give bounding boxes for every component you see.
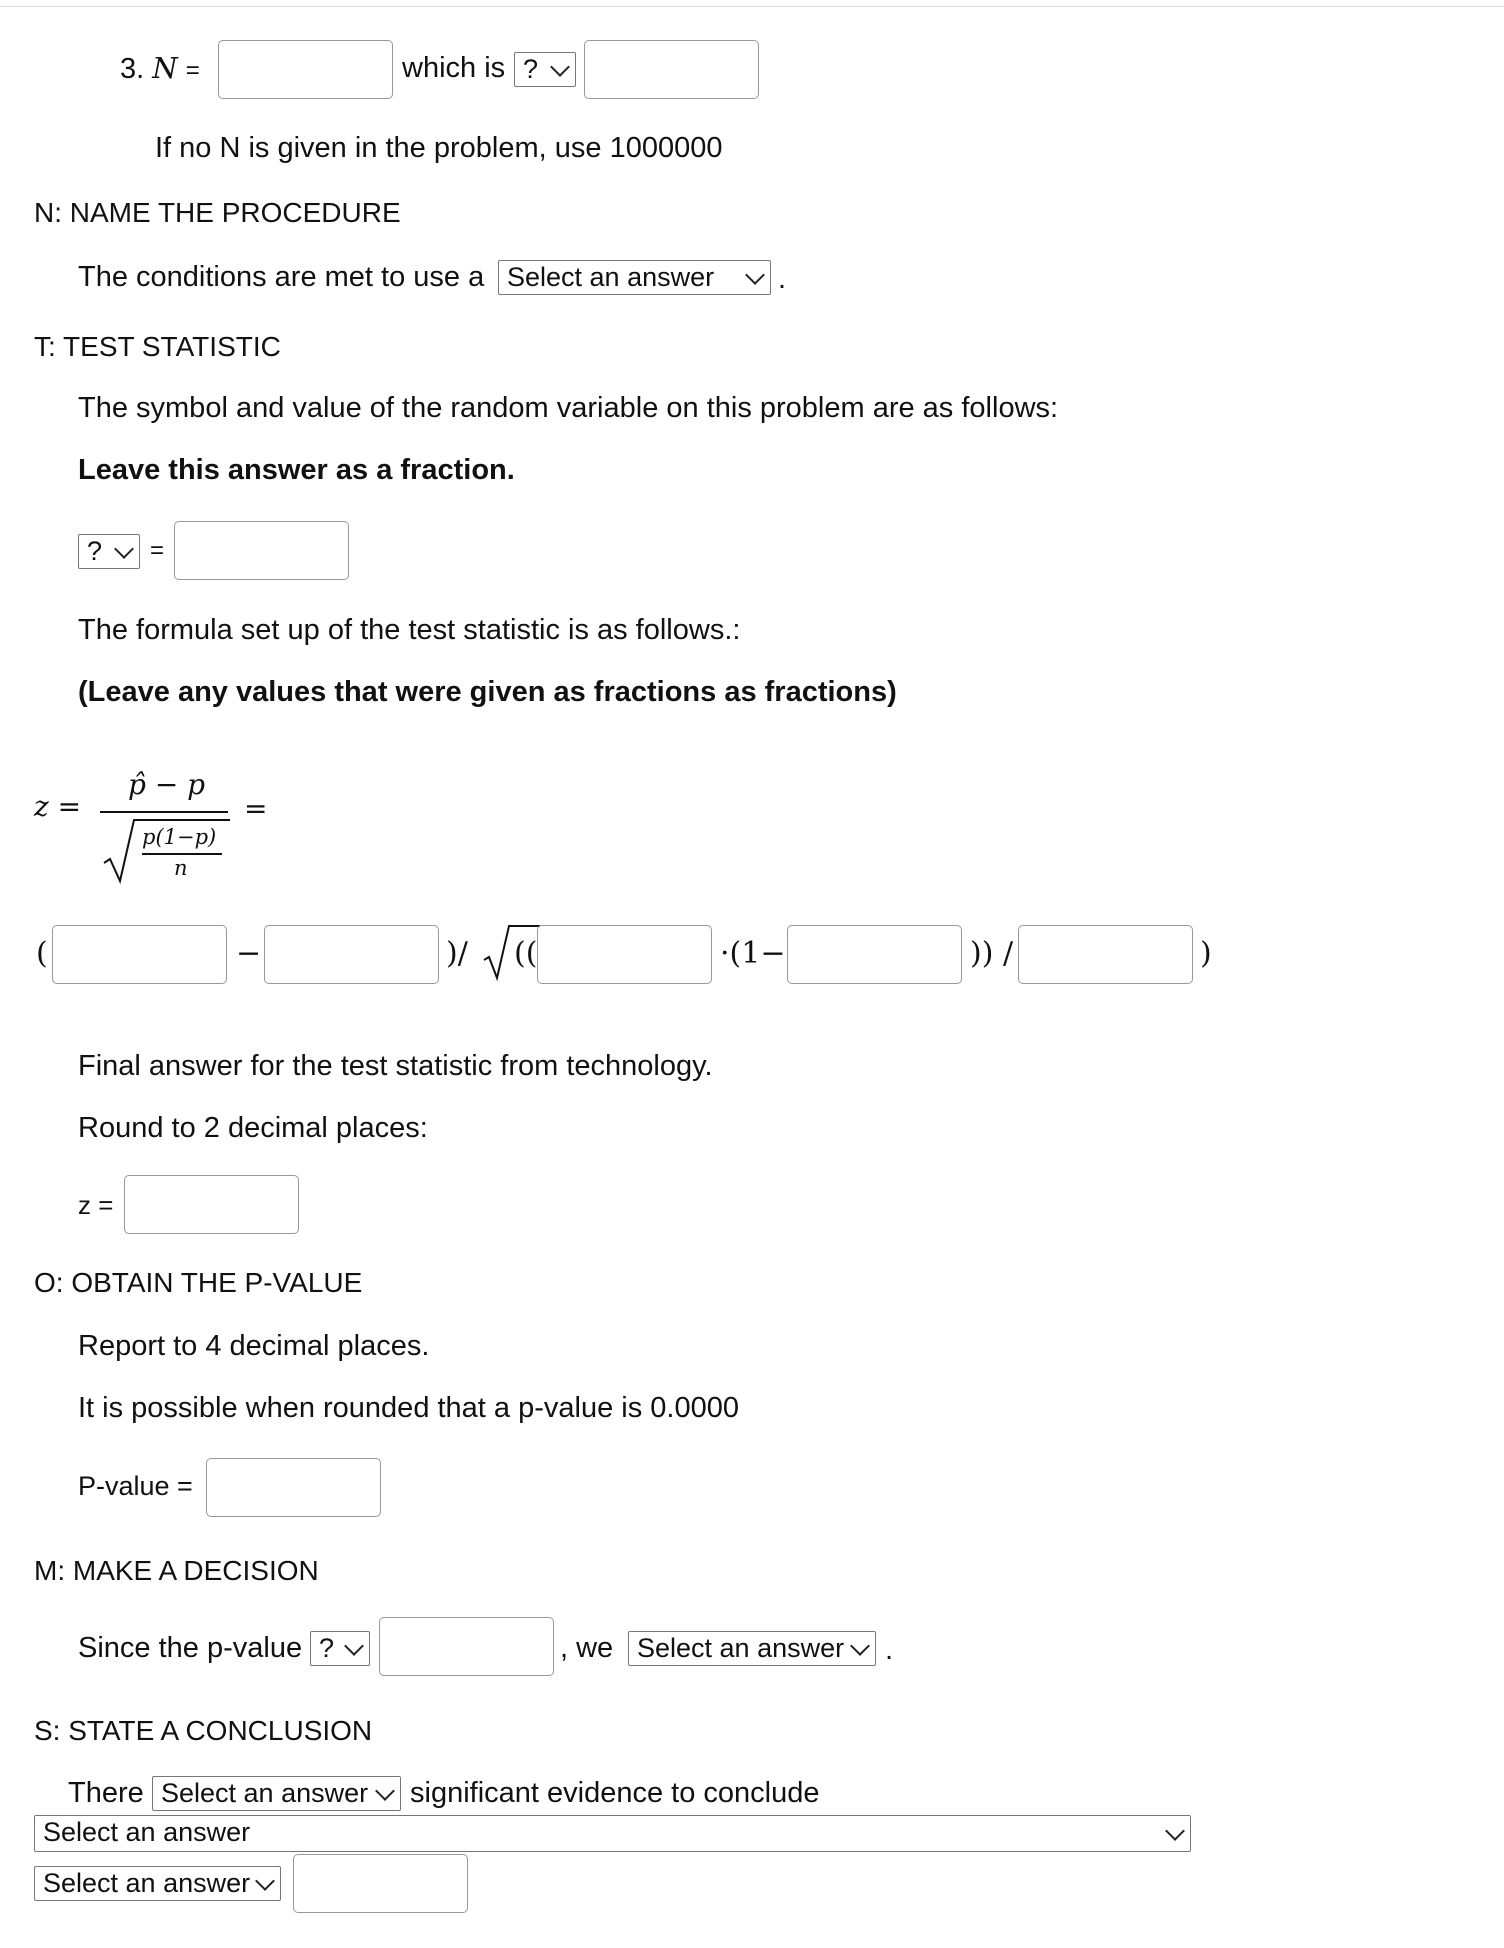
z-label: z = [78, 1190, 114, 1220]
possible-text: It is possible when rounded that a p-value is 0.0000 [78, 1392, 739, 1424]
inner-fraction-bar [142, 853, 222, 855]
significant-text: significant evidence to conclude [410, 1777, 820, 1809]
chevron-down-icon [1165, 1821, 1185, 1841]
final-text: Final answer for the test statistic from technology. [78, 1050, 713, 1082]
setup-phat-input[interactable] [52, 925, 227, 984]
symbol-text: The symbol and value of the random variable on this problem are as follows: [78, 392, 1059, 424]
p-value-label: P-value = [78, 1471, 193, 1501]
round-text: Round to 2 decimal places: [78, 1112, 428, 1144]
which-is-text: which is [402, 52, 506, 84]
there-text: There [68, 1777, 144, 1809]
decision-compare-select[interactable]: ? [310, 1631, 370, 1666]
test-statistic-heading: T: TEST STATISTIC [34, 331, 281, 362]
since-text: Since the p-value [78, 1632, 303, 1664]
conclusion-heading: S: STATE A CONCLUSION [34, 1715, 373, 1746]
setup-open-paren: ( [36, 936, 48, 971]
top-divider [0, 6, 1504, 7]
setup-times-one-minus: ·(1− [720, 936, 786, 971]
evidence-select[interactable]: Select an answer [152, 1776, 401, 1811]
p-value-heading: O: OBTAIN THE P-VALUE [34, 1267, 363, 1298]
setup-p2-input[interactable] [787, 925, 962, 984]
chevron-down-icon [375, 1781, 395, 1801]
setup-n-input[interactable] [1018, 925, 1193, 984]
setup-double-paren: (( [514, 936, 538, 971]
decision-select[interactable]: Select an answer [628, 1631, 876, 1666]
decision-heading: M: MAKE A DECISION [34, 1555, 319, 1586]
formula-note: (Leave any values that were given as fractions as fractions) [78, 676, 897, 708]
p-value-input[interactable] [206, 1458, 381, 1517]
chevron-down-icon [745, 265, 765, 285]
formula-inner-numerator: p(1−p) [142, 825, 217, 849]
we-text: , we [560, 1632, 614, 1664]
chevron-down-icon [550, 57, 570, 77]
n-note: If no N is given in the problem, use 1000000 [155, 132, 723, 164]
formula-trailing-eq: = [244, 792, 268, 825]
decision-period: . [885, 1634, 894, 1666]
formula-z-eq: z = [34, 790, 82, 823]
setup-p-input[interactable] [264, 925, 439, 984]
symbol-value-input[interactable] [174, 521, 349, 580]
n-compare-select[interactable]: ? [514, 52, 576, 87]
item-label: 3. N = [120, 51, 200, 85]
symbol-select[interactable]: ? [78, 534, 140, 569]
chevron-down-icon [850, 1636, 870, 1656]
formula-text: The formula set up of the test statistic is as follows.: [78, 614, 741, 646]
chevron-down-icon [114, 539, 134, 559]
decision-value-input[interactable] [379, 1617, 554, 1676]
chevron-down-icon [344, 1636, 364, 1656]
n-compare-input[interactable] [584, 40, 759, 99]
conditions-text: The conditions are met to use a [78, 261, 485, 293]
n-input[interactable] [218, 40, 393, 99]
formula-inner-denominator: n [174, 856, 188, 880]
setup-close-div: )) / [970, 936, 1014, 971]
procedure-period: . [778, 263, 787, 295]
chevron-down-icon [255, 1871, 275, 1891]
setup-close-paren: ) [1200, 936, 1212, 971]
setup-div-sqrt: )/ [446, 936, 468, 971]
report-text: Report to 4 decimal places. [78, 1330, 430, 1362]
final-input[interactable] [293, 1854, 468, 1913]
setup-minus: − [236, 936, 262, 971]
symbol-equals: = [150, 537, 165, 564]
formula-numerator: p̂ − p [128, 768, 206, 801]
setup-p1-input[interactable] [537, 925, 712, 984]
final-select[interactable]: Select an answer [34, 1866, 281, 1901]
fraction-bar [100, 811, 228, 813]
claim-select[interactable]: Select an answer [34, 1815, 1191, 1852]
procedure-heading: N: NAME THE PROCEDURE [34, 197, 401, 228]
fraction-note: Leave this answer as a fraction. [78, 454, 515, 486]
procedure-select[interactable]: Select an answer [498, 260, 771, 295]
z-input[interactable] [124, 1175, 299, 1234]
